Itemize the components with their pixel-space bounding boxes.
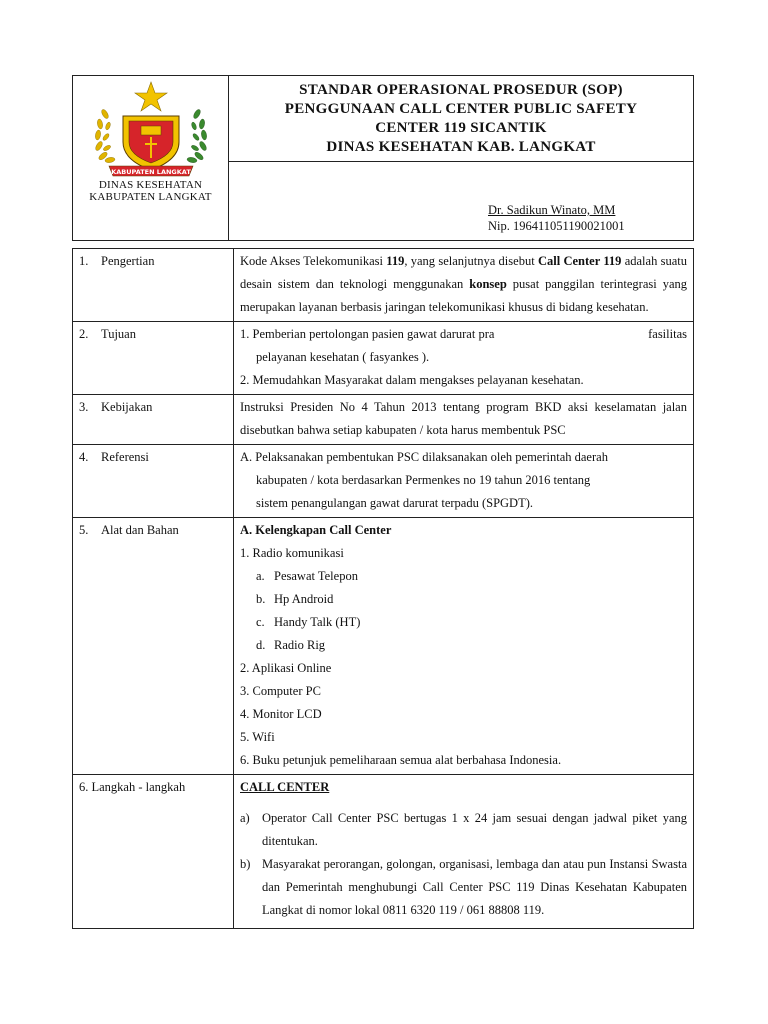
title-line4: DINAS KESEHATAN KAB. LANGKAT	[326, 139, 596, 155]
sop-title	[229, 76, 694, 162]
row-tujuan	[73, 322, 694, 395]
logo-banner-text: KABUPATEN LANGKAT	[111, 168, 191, 176]
referensi-line2: kabupaten / kota berdasarkan Permenkes no 19 tahun 2016 tentang	[256, 473, 591, 487]
logo-caption-line1: DINAS KESEHATAN	[98, 179, 203, 191]
kabupaten-langkat-emblem	[87, 80, 215, 180]
tujuan-item1b: fasilitas	[648, 327, 687, 341]
tujuan-item1a: 1. Pemberian pertolongan pasien gawat darurat pra	[240, 327, 495, 341]
alat-item6: 6. Buku petunjuk pemeliharaan semua alat berbahasa Indonesia.	[240, 753, 562, 767]
referensi-line3: sistem penangulangan gawat darurat terpadu (SPGDT).	[256, 496, 534, 510]
alat-item2: 2. Aplikasi Online	[240, 661, 332, 675]
alat-item1: 1. Radio komunikasi	[240, 546, 344, 560]
referensi-line1: A. Pelaksanakan pembentukan PSC dilaksanakan oleh pemerintah daerah	[240, 450, 608, 464]
content-tujuan	[234, 322, 694, 395]
alat-sub-item: a. Pesawat Telepon	[256, 569, 358, 583]
row-pengertian	[73, 249, 694, 322]
signer-nip: Nip. 196411051190021001	[488, 219, 625, 233]
content-referensi	[234, 445, 694, 518]
label-pengertian: 1. Pengertian	[73, 249, 234, 322]
row-langkah	[73, 775, 694, 929]
signature-cell	[229, 162, 694, 241]
content-langkah	[234, 775, 694, 929]
label-tujuan: 2. Tujuan	[73, 322, 234, 395]
alat-heading: A. Kelengkapan Call Center	[240, 523, 392, 537]
row-kebijakan	[73, 395, 694, 445]
content-pengertian: Kode Akses Telekomunikasi 119, yang selanjutnya disebut Call Center 119 adalah suatu desain sistem dan teknologi menggunakan konsep pusat panggilan terintegrasi yang merupakan layanan berbasis jaringan telekomunikasi khusus di bidang kesehatan.	[234, 249, 694, 322]
label-kebijakan: 3. Kebijakan	[73, 395, 234, 445]
tujuan-item2: 2. Memudahkan Masyarakat dalam mengakses pelayanan kesehatan.	[240, 373, 584, 387]
label-langkah: 6. Langkah - langkah	[73, 775, 234, 929]
logo-caption-line2: KABUPATEN LANGKAT	[89, 191, 212, 203]
alat-sub-item: c. Handy Talk (HT)	[256, 615, 361, 629]
tujuan-item1c: pelayanan kesehatan ( fasyankes ).	[256, 350, 430, 364]
content-alat-bahan	[234, 518, 694, 775]
alat-sub-item: b. Hp Android	[256, 592, 334, 606]
langkah-heading: CALL CENTER	[240, 780, 330, 794]
alat-item5: 5. Wifi	[240, 730, 275, 744]
logo-cell	[73, 76, 229, 241]
title-line2: PENGGUNAAN CALL CENTER PUBLIC SAFETY	[284, 101, 638, 117]
signer-name: Dr. Sadikun Winato, MM	[488, 203, 616, 217]
label-referensi: 4. Referensi	[73, 445, 234, 518]
row-referensi	[73, 445, 694, 518]
header-table	[72, 75, 694, 241]
row-alat-bahan	[73, 518, 694, 775]
langkah-step-b: b) Masyarakat perorangan, golongan, organisasi, lembaga dan atau pun Instansi Swasta dan Pemerintah menghubungi Call Center PSC 119 Dinas Kesehatan Kabupaten Langkat di nomor lokal 0811 6320 119 / 061 88808 119.	[240, 857, 687, 917]
alat-item3: 3. Computer PC	[240, 684, 321, 698]
langkah-step-a: a) Operator Call Center PSC bertugas 1 x 24 jam sesuai dengan jadwal piket yang ditentukan.	[240, 811, 687, 848]
alat-item4: 4. Monitor LCD	[240, 707, 322, 721]
sop-document	[72, 75, 694, 929]
title-line1: STANDAR OPERASIONAL PROSEDUR (SOP)	[299, 82, 623, 98]
alat-sub-item: d. Radio Rig	[256, 638, 326, 652]
title-line3: CENTER 119 SICANTIK	[375, 120, 547, 136]
sop-body-table	[72, 248, 694, 929]
content-kebijakan: Instruksi Presiden No 4 Tahun 2013 tentang program BKD aksi keselamatan jalan disebutkan bahwa setiap kabupaten / kota harus membentuk PSC	[234, 395, 694, 445]
logo-caption	[73, 179, 228, 203]
label-alat-bahan: 5. Alat dan Bahan	[73, 518, 234, 775]
